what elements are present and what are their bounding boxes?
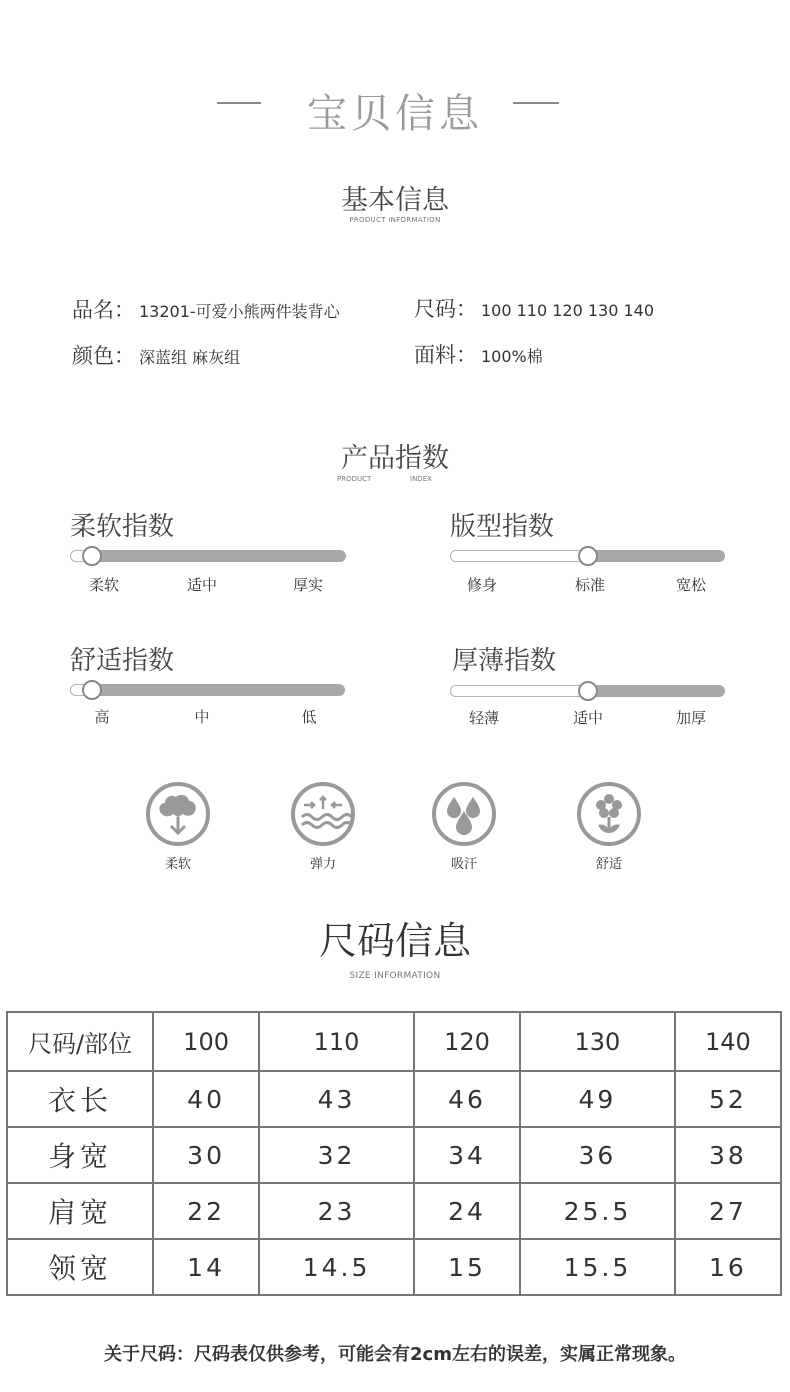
basic-info-subtitle: PRODUCT INFORMATION (349, 216, 441, 224)
stretch-icon (290, 781, 356, 847)
table-cell: 32 (259, 1127, 414, 1183)
softness-tick-low: 柔软 (88, 576, 119, 594)
feature-comfort-label: 舒适 (595, 857, 622, 872)
product-size-value: 100 110 120 130 140 (481, 301, 655, 320)
water-drops-icon (431, 781, 497, 847)
comfort-slider (70, 684, 345, 696)
product-color-value: 深蓝组 麻灰组 (139, 348, 241, 367)
table-cell: 15.5 (520, 1239, 675, 1295)
size-table-header (7, 1012, 781, 1071)
product-name-value: 13201-可爱小熊两件装背心 (139, 302, 340, 321)
thickness-knob (578, 681, 598, 701)
product-fabric-value: 100%棉 (481, 347, 543, 366)
fit-index-title: 版型指数 (450, 512, 555, 542)
table-cell: 40 (153, 1071, 259, 1127)
row-label: 肩宽 (7, 1183, 153, 1239)
table-cell: 25.5 (520, 1183, 675, 1239)
feature-stretch (288, 781, 358, 872)
softness-tick-high: 厚实 (292, 576, 323, 594)
table-cell: 34 (414, 1127, 520, 1183)
table-cell: 16 (675, 1239, 781, 1295)
feature-soft-label: 柔软 (164, 857, 191, 872)
table-cell: 36 (520, 1127, 675, 1183)
table-cell: 24 (414, 1183, 520, 1239)
comfort-knob (82, 680, 102, 700)
header-cell: 130 (520, 1012, 675, 1071)
product-fabric (414, 339, 543, 369)
table-row (7, 1183, 781, 1239)
table-cell: 49 (520, 1071, 675, 1127)
basic-info-title: 基本信息 (341, 185, 449, 216)
size-table (6, 1011, 782, 1296)
header-cell: 110 (259, 1012, 414, 1071)
row-label: 衣长 (7, 1071, 153, 1127)
fit-knob (578, 546, 598, 566)
feature-sweat-label: 吸汗 (450, 857, 477, 872)
feature-comfort (574, 781, 644, 872)
table-cell: 15 (414, 1239, 520, 1295)
comfort-tick-mid: 中 (194, 708, 210, 726)
header-cell: 140 (675, 1012, 781, 1071)
thickness-tick-low: 轻薄 (468, 709, 499, 727)
table-cell: 22 (153, 1183, 259, 1239)
product-fabric-label: 面料： (414, 343, 477, 367)
product-name-label: 品名： (72, 298, 135, 322)
row-label: 领宽 (7, 1239, 153, 1295)
header-cell: 尺码/部位 (7, 1012, 153, 1071)
fit-tick-mid: 标准 (574, 576, 605, 594)
table-cell: 38 (675, 1127, 781, 1183)
header-line-right (513, 102, 559, 104)
thickness-tick-mid: 适中 (572, 709, 603, 727)
table-cell: 14 (153, 1239, 259, 1295)
size-note: 关于尺码：尺码表仅供参考，可能会有2cm左右的误差，实属正常现象。 (104, 1344, 686, 1365)
comfort-tick-low: 高 (94, 708, 110, 726)
feature-sweat (429, 781, 499, 872)
index-subtitle-right: INDEX (410, 475, 432, 483)
comfort-tick-high: 低 (301, 708, 317, 726)
fit-tick-low: 修身 (466, 576, 497, 594)
thickness-tick-high: 加厚 (675, 709, 706, 727)
fit-tick-high: 宽松 (675, 576, 706, 594)
product-name (72, 294, 340, 324)
feature-stretch-label: 弹力 (309, 857, 336, 872)
table-cell: 52 (675, 1071, 781, 1127)
table-cell: 23 (259, 1183, 414, 1239)
size-info-title: 尺码信息 (318, 919, 471, 963)
table-row (7, 1239, 781, 1295)
softness-slider (70, 550, 346, 562)
softness-tick-mid: 适中 (186, 576, 217, 594)
header-cell: 100 (153, 1012, 259, 1071)
page-title: 宝贝信息 (307, 91, 483, 137)
table-cell: 43 (259, 1071, 414, 1127)
table-row (7, 1071, 781, 1127)
softness-index-title: 柔软指数 (70, 512, 175, 542)
product-color-label: 颜色： (72, 344, 135, 368)
row-label: 身宽 (7, 1127, 153, 1183)
table-cell: 46 (414, 1071, 520, 1127)
softness-knob (82, 546, 102, 566)
product-size (414, 293, 654, 323)
thickness-index-title: 厚薄指数 (452, 646, 557, 676)
index-subtitle-left: PRODUCT (337, 475, 372, 483)
header-cell: 120 (414, 1012, 520, 1071)
index-title: 产品指数 (341, 443, 449, 474)
product-color (72, 340, 240, 370)
table-cell: 30 (153, 1127, 259, 1183)
flower-icon (576, 781, 642, 847)
table-row (7, 1127, 781, 1183)
cotton-icon (145, 781, 211, 847)
table-cell: 14.5 (259, 1239, 414, 1295)
table-cell: 27 (675, 1183, 781, 1239)
size-info-subtitle: SIZE INFORMATION (349, 971, 441, 981)
feature-soft (143, 781, 213, 872)
comfort-index-title: 舒适指数 (70, 646, 175, 676)
product-size-label: 尺码： (414, 297, 477, 321)
